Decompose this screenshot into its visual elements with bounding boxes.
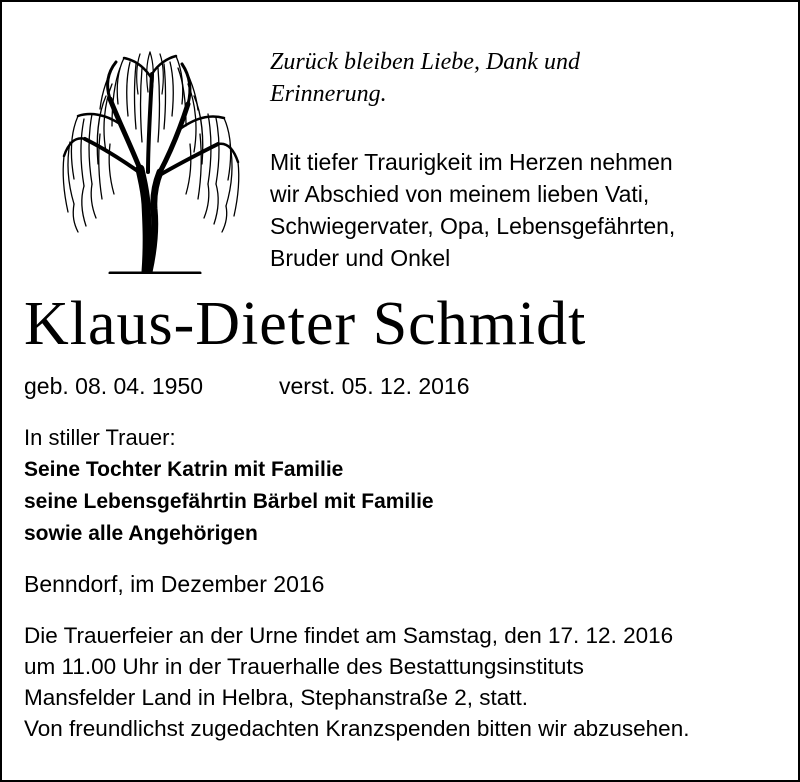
weeping-tree-icon — [50, 44, 250, 274]
funeral-details — [24, 620, 689, 744]
death-date: verst. 05. 12. 2016 — [279, 373, 470, 399]
deceased-name: Klaus-Dieter Schmidt — [24, 290, 587, 358]
intro-line: Mit tiefer Traurigkeit im Herzen nehmen — [270, 149, 673, 175]
intro-line: wir Abschied von meinem lieben Vati, — [270, 181, 650, 207]
quote-line: Zurück bleiben Liebe, Dank und — [270, 49, 580, 75]
funeral-line: um 11.00 Uhr in der Trauerhalle des Bestattungsinstituts — [24, 654, 584, 679]
intro-line: Bruder und Onkel — [270, 245, 451, 271]
funeral-line: Von freundlichst zugedachten Kranzspenden bitten wir abzusehen. — [24, 716, 690, 741]
life-dates — [24, 370, 470, 402]
mourner-name: seine Lebensgefährtin Bärbel mit Familie — [24, 490, 434, 513]
mourners-block — [24, 422, 434, 550]
intro-text — [270, 146, 675, 274]
place-and-date: Benndorf, im Dezember 2016 — [24, 571, 325, 597]
birth-date: geb. 08. 04. 1950 — [24, 373, 204, 399]
memorial-quote — [270, 46, 580, 110]
mourners-heading: In stiller Trauer: — [24, 425, 176, 450]
funeral-line: Mansfelder Land in Helbra, Stephanstraße 2, statt. — [24, 685, 529, 710]
mourner-name: Seine Tochter Katrin mit Familie — [24, 458, 344, 481]
mourner-name: sowie alle Angehörigen — [24, 522, 258, 545]
intro-line: Schwiegervater, Opa, Lebensgefährten, — [270, 213, 676, 239]
quote-line: Erinnerung. — [270, 81, 387, 107]
funeral-line: Die Trauerfeier an der Urne findet am Samstag, den 17. 12. 2016 — [24, 623, 674, 648]
